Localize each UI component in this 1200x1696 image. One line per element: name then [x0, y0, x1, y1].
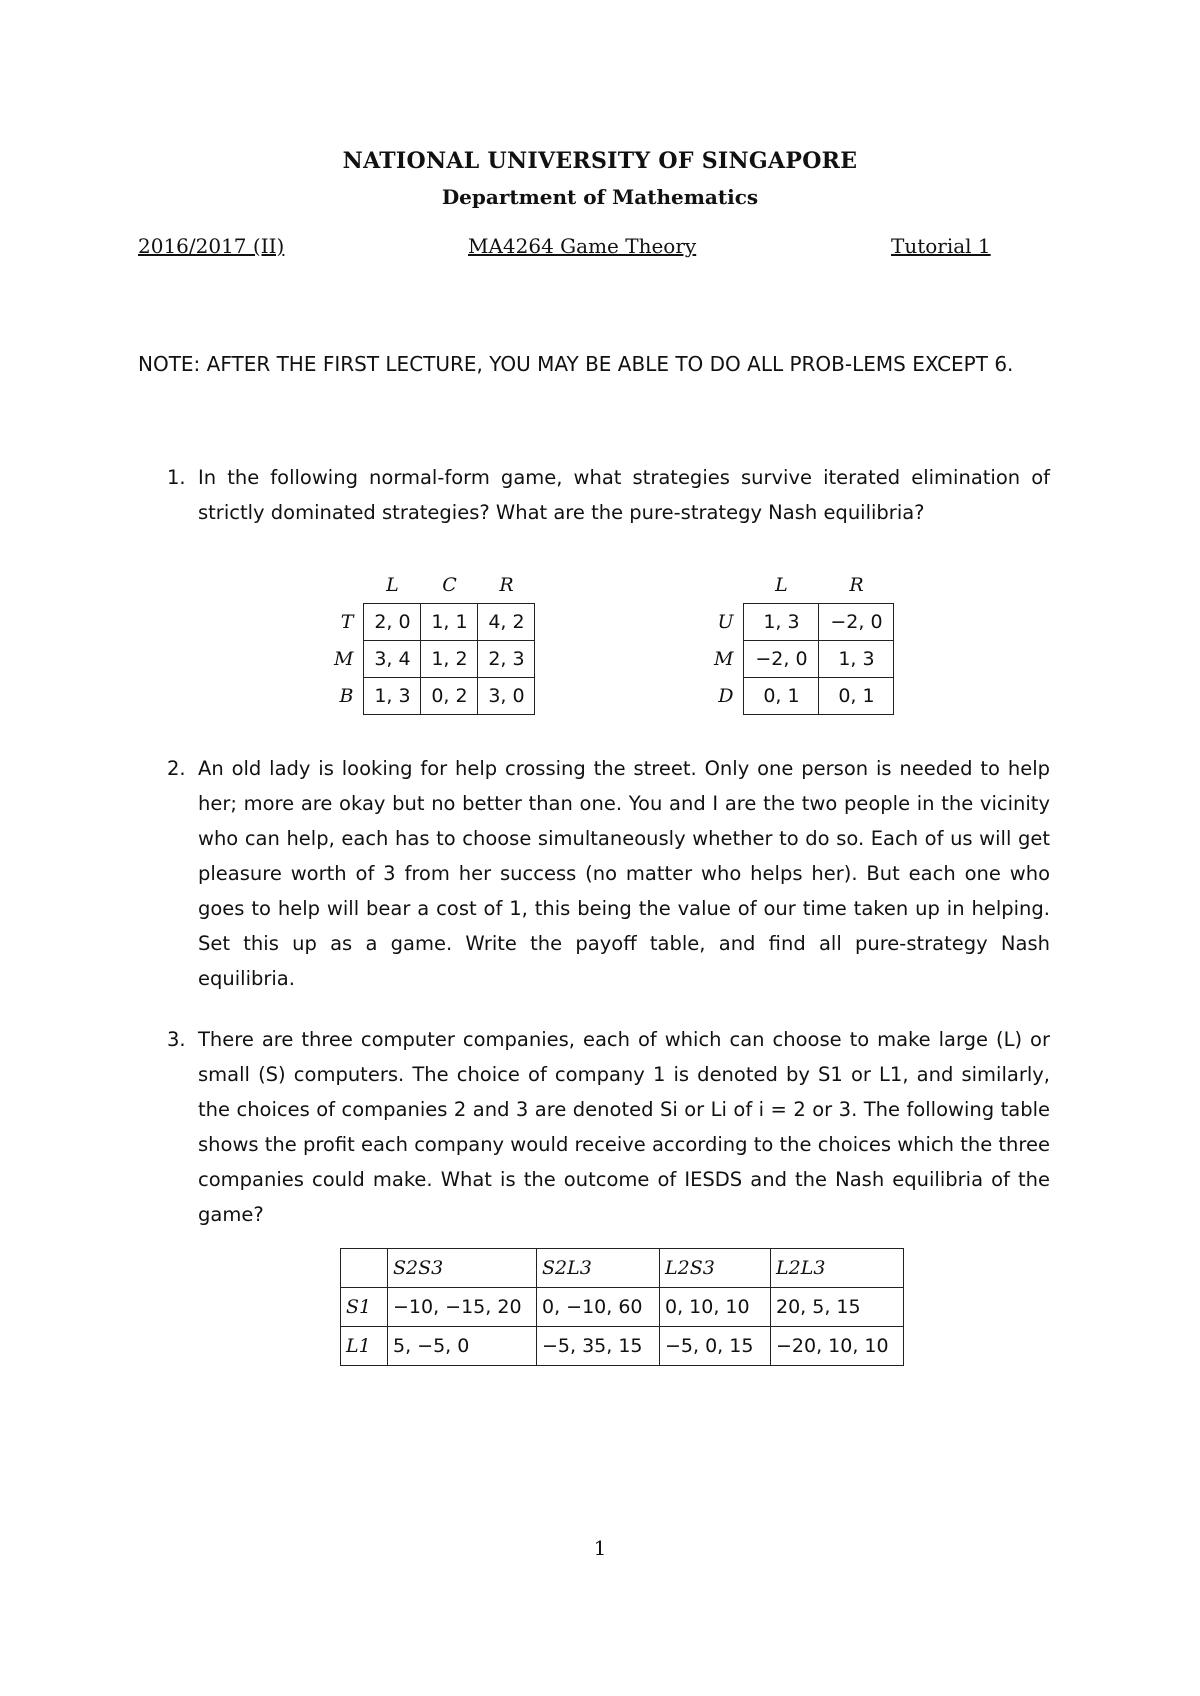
column-header: L2S3	[660, 1249, 771, 1288]
page-number: 1	[593, 1536, 607, 1560]
payoff-cell: 1, 3	[364, 678, 421, 715]
row-header: T	[340, 611, 354, 633]
semester-label: 2016/2017 (II)	[138, 234, 285, 258]
row-header: M	[334, 648, 354, 670]
table-row	[328, 678, 535, 715]
payoff-cell: 1, 3	[819, 641, 894, 678]
payoff-cell: 3, 0	[478, 678, 535, 715]
payoff-cell: 2, 3	[478, 641, 535, 678]
problem-text: In the following normal-form game, what strategies survive iterated elimination of strictly dominated strategies? What are the pure-strategy Nash equilibria?	[198, 466, 1050, 524]
column-header: S2S3	[388, 1249, 537, 1288]
column-header: R	[499, 574, 514, 596]
problem-3	[138, 1022, 1050, 1232]
row-header: L1	[341, 1327, 388, 1366]
payoff-cell: 5, −5, 0	[388, 1327, 537, 1366]
payoff-cell: −2, 0	[744, 641, 819, 678]
table-row	[708, 641, 894, 678]
table-row	[328, 604, 535, 641]
payoff-cell: 0, 1	[819, 678, 894, 715]
payoff-cell: −5, 0, 15	[660, 1327, 771, 1366]
column-header: S2L3	[537, 1249, 660, 1288]
corner-cell	[341, 1249, 388, 1288]
problem-number: 1.	[167, 466, 186, 489]
column-header: L2L3	[771, 1249, 904, 1288]
payoff-table-3	[340, 1248, 904, 1366]
university-title: NATIONAL UNIVERSITY OF SINGAPORE	[342, 148, 858, 174]
payoff-cell: 0, 1	[744, 678, 819, 715]
problem-text: An old lady is looking for help crossing the street. Only one person is needed to help her; more are okay but no better than one. You and I are the two people in the vicinity who can help, each has to choose simultaneously whether to do so. Each of us will get pleasure worth of 3 from her success (no matter who helps her). But each one who goes to help will bear a cost of 1, this being the value of our time taken up in helping. Set this up as a game. Write the payoff table, and find all pure-strategy Nash equilibria.	[198, 757, 1050, 990]
course-label: MA4264 Game Theory	[468, 234, 697, 258]
table-row	[341, 1327, 904, 1366]
payoff-cell: −2, 0	[819, 604, 894, 641]
row-header: M	[714, 648, 734, 670]
row-header: U	[717, 611, 734, 633]
payoff-cell: 1, 2	[421, 641, 478, 678]
problem-2	[138, 751, 1050, 996]
table-header-row	[341, 1249, 904, 1288]
payoff-table-2	[708, 567, 894, 715]
problem-1	[138, 460, 1050, 530]
column-header: L	[775, 574, 788, 596]
payoff-cell: 0, −10, 60	[537, 1288, 660, 1327]
tutorial-label: Tutorial 1	[891, 234, 991, 258]
column-header: R	[849, 574, 864, 596]
problem-number: 2.	[167, 757, 186, 780]
problem-number: 3.	[167, 1028, 186, 1051]
payoff-cell: 0, 2	[421, 678, 478, 715]
table-row	[328, 641, 535, 678]
table-row	[708, 678, 894, 715]
payoff-cell: 1, 1	[421, 604, 478, 641]
payoff-table-1	[328, 567, 535, 715]
payoff-cell: −20, 10, 10	[771, 1327, 904, 1366]
table-row	[341, 1288, 904, 1327]
row-header: B	[339, 685, 354, 707]
column-header: C	[442, 574, 457, 596]
department-title: Department of Mathematics	[441, 185, 759, 209]
column-header: L	[386, 574, 399, 596]
payoff-cell: 2, 0	[364, 604, 421, 641]
row-header: S1	[341, 1288, 388, 1327]
problem-text: There are three computer companies, each of which can choose to make large (L) or small (S) computers. The choice of company 1 is denoted by S1 or L1, and similarly, the choices of companies 2 and 3 are denoted Si or Li of i = 2 or 3. The following table shows the profit each company would receive according to the choices which the three companies could make. What is the outcome of IESDS and the Nash equilibria of the game?	[198, 1028, 1050, 1226]
payoff-cell: 20, 5, 15	[771, 1288, 904, 1327]
payoff-cell: 0, 10, 10	[660, 1288, 771, 1327]
payoff-cell: 1, 3	[744, 604, 819, 641]
row-header: D	[718, 685, 734, 707]
table-row	[708, 604, 894, 641]
note-text: NOTE: AFTER THE FIRST LECTURE, YOU MAY BE ABLE TO DO ALL PROB-LEMS EXCEPT 6.	[138, 352, 1014, 376]
payoff-cell: −5, 35, 15	[537, 1327, 660, 1366]
payoff-cell: 3, 4	[364, 641, 421, 678]
payoff-cell: 4, 2	[478, 604, 535, 641]
payoff-cell: −10, −15, 20	[388, 1288, 537, 1327]
